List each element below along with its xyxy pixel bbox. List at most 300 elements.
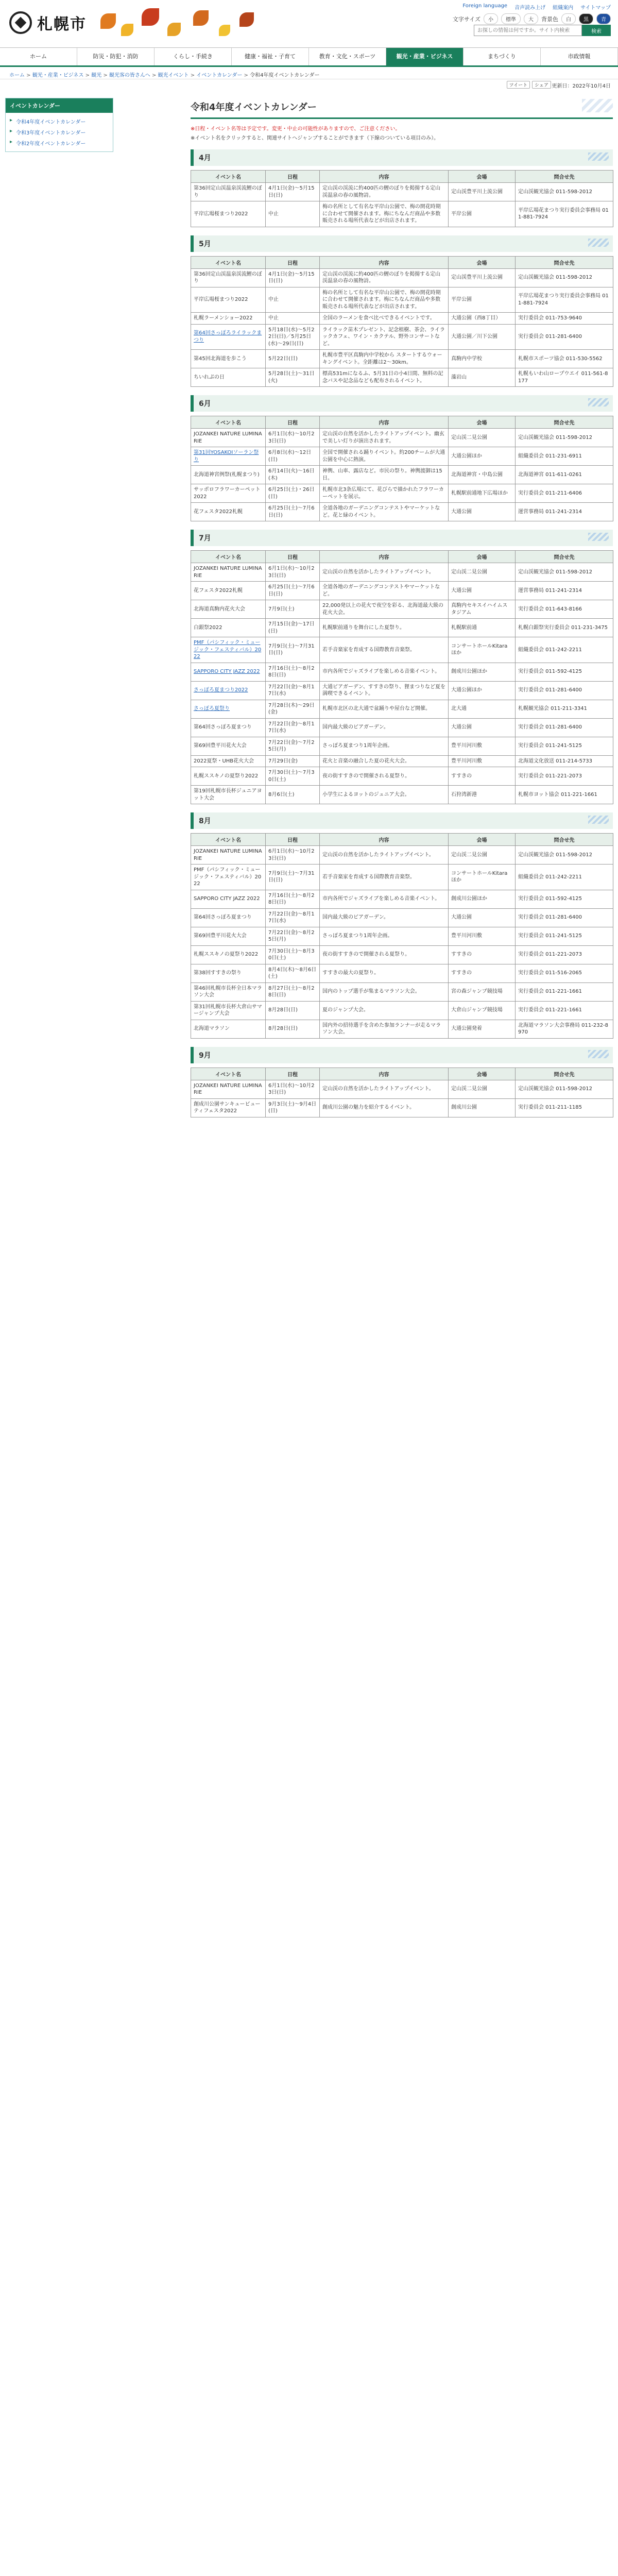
table-row bbox=[191, 287, 613, 313]
event-contact: 実行委員会 011-221-2073 bbox=[516, 945, 613, 964]
speech-link[interactable]: 音声読み上げ bbox=[514, 5, 546, 11]
event-content: 国内最大級のビアガーデン。 bbox=[320, 908, 449, 927]
gnav-item[interactable]: 健康・福祉・子育て bbox=[232, 48, 309, 65]
event-date: 7月30日(土)～7月30日(土) bbox=[266, 767, 320, 786]
column-header: 会場 bbox=[449, 1067, 516, 1080]
breadcrumb-item[interactable]: ホーム bbox=[9, 73, 25, 78]
gnav-item[interactable]: まちづくり bbox=[464, 48, 541, 65]
column-header: 問合せ先 bbox=[516, 416, 613, 429]
table-row bbox=[191, 1080, 613, 1098]
breadcrumb-item: 令和4年度イベントカレンダー bbox=[250, 73, 320, 78]
event-content: 国内最大級のビアガーデン。 bbox=[320, 718, 449, 737]
event-content: 若手音楽家を育成する国際教育音楽祭。 bbox=[320, 637, 449, 663]
event-venue: すすきの bbox=[449, 767, 516, 786]
table-row bbox=[191, 737, 613, 755]
breadcrumb-separator: > bbox=[150, 73, 158, 78]
column-header: 会場 bbox=[449, 416, 516, 429]
event-venue: 創成川公園ほか bbox=[449, 890, 516, 908]
breadcrumb bbox=[0, 67, 618, 79]
event-name-cell bbox=[191, 908, 266, 927]
event-name-cell bbox=[191, 637, 266, 663]
event-venue: 大通公園発着 bbox=[449, 1020, 516, 1038]
event-name: SAPPORO CITY JAZZ 2022 bbox=[194, 896, 260, 902]
table-row bbox=[191, 484, 613, 503]
table-header-row bbox=[191, 416, 613, 429]
event-name-cell bbox=[191, 1098, 266, 1117]
event-content: さっぽろ夏まつり1周年企画。 bbox=[320, 737, 449, 755]
event-name-cell bbox=[191, 927, 266, 945]
event-name: ちいれぷの日 bbox=[194, 374, 225, 380]
event-name: 平岸広場桜まつり2022 bbox=[194, 297, 248, 302]
event-name: 第69回豊平川花火大会 bbox=[194, 933, 247, 939]
main-content bbox=[191, 98, 613, 1117]
event-name-cell bbox=[191, 447, 266, 466]
event-content: 国内のトップ選手が集まるマラソン大会。 bbox=[320, 982, 449, 1001]
event-name: 花フェスタ2022札幌 bbox=[194, 509, 243, 515]
event-date: 7月9日(土)～7月31日(日) bbox=[266, 637, 320, 663]
event-name-cell bbox=[191, 429, 266, 447]
event-date: 7月9日(土) bbox=[266, 600, 320, 619]
table-row bbox=[191, 368, 613, 387]
event-table bbox=[191, 1067, 613, 1117]
event-date: 5月22日(日) bbox=[266, 350, 320, 368]
event-content: ライラック苗木プレゼント、記念植樹、茶会、ライラックカフェ、ワイン・カクテル、野外コンサートなど。 bbox=[320, 324, 449, 350]
facebook-share-button[interactable]: シェア bbox=[532, 81, 551, 89]
event-contact: 実行委員会 011-281-6400 bbox=[516, 324, 613, 350]
column-header: イベント名 bbox=[191, 256, 266, 268]
event-name-cell bbox=[191, 945, 266, 964]
column-header: イベント名 bbox=[191, 416, 266, 429]
foreign-language-link[interactable]: Foreign language bbox=[462, 3, 508, 9]
table-row bbox=[191, 466, 613, 484]
event-name-cell bbox=[191, 1080, 266, 1098]
sidebar-item[interactable]: ▸ 令和2年度イベントカレンダー bbox=[10, 138, 109, 148]
event-name: 白銀祭2022 bbox=[194, 624, 222, 631]
display-tools bbox=[453, 13, 611, 24]
event-date: 6月14日(火)～16日(木) bbox=[266, 466, 320, 484]
event-name-cell bbox=[191, 324, 266, 350]
table-header-row bbox=[191, 1067, 613, 1080]
event-contact: 平岸広場花まつり実行委員会事務局 011-881-7924 bbox=[516, 201, 613, 227]
gnav-item[interactable]: 観光・産業・ビジネス bbox=[386, 48, 464, 65]
month-heading: 6月 bbox=[191, 395, 613, 412]
event-name-cell bbox=[191, 964, 266, 982]
event-name[interactable]: SAPPORO CITY JAZZ 2022 bbox=[194, 669, 260, 675]
sidebar-item[interactable]: ▸ 令和3年度イベントカレンダー bbox=[10, 127, 109, 138]
event-contact: 札幌市スポーツ協会 011-530-5562 bbox=[516, 350, 613, 368]
event-date: 7月16日(土)～8月28日(日) bbox=[266, 663, 320, 681]
table-row bbox=[191, 1098, 613, 1117]
column-header: 日程 bbox=[266, 256, 320, 268]
event-name-cell bbox=[191, 700, 266, 718]
event-name: 第64回さっぽろ夏まつり bbox=[194, 724, 252, 731]
breadcrumb-item[interactable]: イベントカレンダー bbox=[196, 73, 243, 78]
event-venue: 藻岩山 bbox=[449, 368, 516, 387]
event-contact: 定山渓観光協会 011-598-2012 bbox=[516, 563, 613, 582]
table-row bbox=[191, 865, 613, 890]
column-header: 問合せ先 bbox=[516, 1067, 613, 1080]
event-name-cell bbox=[191, 767, 266, 786]
column-header: イベント名 bbox=[191, 834, 266, 846]
table-row bbox=[191, 755, 613, 767]
column-header: 内容 bbox=[320, 171, 449, 183]
table-row bbox=[191, 201, 613, 227]
event-date: 中止 bbox=[266, 313, 320, 325]
table-row bbox=[191, 582, 613, 600]
month-heading: 9月 bbox=[191, 1047, 613, 1063]
event-contact: 運営事務局 011-241-2314 bbox=[516, 582, 613, 600]
table-row bbox=[191, 429, 613, 447]
event-venue: 真駒内セキスイハイムスタジアム bbox=[449, 600, 516, 619]
breadcrumb-separator: > bbox=[242, 73, 250, 78]
event-name-cell bbox=[191, 201, 266, 227]
event-table bbox=[191, 256, 613, 387]
event-venue: 宮の森ジャンプ競技場 bbox=[449, 982, 516, 1001]
event-name[interactable]: さっぽろ夏まつり2022 bbox=[194, 687, 248, 693]
event-content: 定山渓の渓流に約400匹の鯉のぼりを掲揚する定山渓温泉の春の風物詩。 bbox=[320, 183, 449, 201]
column-header: 日程 bbox=[266, 416, 320, 429]
event-name-cell bbox=[191, 846, 266, 865]
event-content: 定山渓の自然を活かしたライトアップイベント。 bbox=[320, 563, 449, 582]
event-date: 8月28日(日) bbox=[266, 1001, 320, 1020]
event-table bbox=[191, 550, 613, 804]
event-name: JOZANKEI NATURE LUMINARIE bbox=[194, 566, 262, 579]
event-contact: 定山渓観光協会 011-598-2012 bbox=[516, 183, 613, 201]
event-name: 第31回札幌市長杯大倉山サマージャンプ大会 bbox=[194, 1004, 262, 1016]
event-date: 7月22日(金)～8月17日(水) bbox=[266, 681, 320, 700]
event-venue: 創成川公園 bbox=[449, 1098, 516, 1117]
event-name-cell bbox=[191, 737, 266, 755]
table-header-row bbox=[191, 171, 613, 183]
global-nav bbox=[0, 47, 618, 67]
event-contact: 実行委員会 011-592-4125 bbox=[516, 890, 613, 908]
event-name: 平岸広場桜まつり2022 bbox=[194, 211, 248, 217]
organization-link[interactable]: 組織案内 bbox=[553, 5, 574, 11]
column-header: 問合せ先 bbox=[516, 171, 613, 183]
table-header-row bbox=[191, 834, 613, 846]
event-content: 定山渓の自然を活かしたライトアップイベント。 bbox=[320, 846, 449, 865]
event-content: 全国のラーメンを食べ比べできるイベントです。 bbox=[320, 313, 449, 325]
bg-black-button[interactable]: 黒 bbox=[579, 13, 593, 24]
event-venue: 大通公園ほか bbox=[449, 447, 516, 466]
column-header: イベント名 bbox=[191, 1067, 266, 1080]
column-header: 会場 bbox=[449, 551, 516, 563]
event-date: 6月1日(水)～10月23日(日) bbox=[266, 563, 320, 582]
event-name-cell bbox=[191, 582, 266, 600]
event-contact: 札幌市ヨット協会 011-221-1661 bbox=[516, 786, 613, 804]
event-name-cell bbox=[191, 890, 266, 908]
event-date: 7月22日(金)～7月25日(月) bbox=[266, 737, 320, 755]
breadcrumb-item[interactable]: 観光客の皆さんへ bbox=[109, 73, 150, 78]
event-venue: 豊平川河川敷 bbox=[449, 927, 516, 945]
event-date: 7月22日(金)～8月17日(水) bbox=[266, 718, 320, 737]
event-name: 第19回札幌市長杯ジュニアヨット大会 bbox=[194, 788, 262, 801]
font-standard-button[interactable]: 標準 bbox=[501, 13, 521, 24]
event-name: 札幌ススキノの夏祭り2022 bbox=[194, 952, 259, 958]
event-date: 7月15日(金)～17日(日) bbox=[266, 619, 320, 637]
event-content: さっぽろ夏まつり1周年企画。 bbox=[320, 927, 449, 945]
event-name-cell bbox=[191, 755, 266, 767]
event-content: 夏のジャンプ大会。 bbox=[320, 1001, 449, 1020]
column-header: 会場 bbox=[449, 256, 516, 268]
event-date: 8月4日(木)～8月6日(土) bbox=[266, 964, 320, 982]
event-venue: 豊平川河川敷 bbox=[449, 755, 516, 767]
bg-white-button[interactable]: 白 bbox=[561, 13, 576, 24]
event-contact: 平岸広場花まつり実行委員会事務局 011-881-7924 bbox=[516, 287, 613, 313]
column-header: 会場 bbox=[449, 171, 516, 183]
sidebar-heading[interactable]: イベントカレンダー bbox=[6, 98, 113, 113]
event-contact: 実行委員会 011-643-8166 bbox=[516, 600, 613, 619]
event-contact: 実行委員会 011-753-9640 bbox=[516, 313, 613, 325]
gnav-item[interactable]: くらし・手続き bbox=[154, 48, 232, 65]
event-name-cell bbox=[191, 183, 266, 201]
column-header: 内容 bbox=[320, 551, 449, 563]
event-content: 全道各地のガーデニングコンテストやマーケットなど。花と緑のイベント。 bbox=[320, 503, 449, 521]
table-row bbox=[191, 324, 613, 350]
column-header: 日程 bbox=[266, 834, 320, 846]
event-contact: 定山渓観光協会 011-598-2012 bbox=[516, 846, 613, 865]
table-row bbox=[191, 908, 613, 927]
event-date: 6月8日(水)～12日(日) bbox=[266, 447, 320, 466]
event-contact: 定山渓観光協会 011-598-2012 bbox=[516, 429, 613, 447]
event-venue: 札幌駅前通 bbox=[449, 619, 516, 637]
table-row bbox=[191, 945, 613, 964]
event-venue: 豊平川河川敷 bbox=[449, 737, 516, 755]
event-date: 7月22日(金)～8月17日(水) bbox=[266, 908, 320, 927]
event-venue: 定山渓二見公園 bbox=[449, 429, 516, 447]
event-content: 定山渓の渓流に約400匹の鯉のぼりを掲揚する定山渓温泉の春の風物詩。 bbox=[320, 268, 449, 287]
sidebar-item[interactable]: ▸ 令和4年度イベントカレンダー bbox=[10, 116, 109, 127]
event-contact: 組織委員会 011-242-2211 bbox=[516, 865, 613, 890]
event-date: 6月25日(土)～7月6日(日) bbox=[266, 582, 320, 600]
table-row bbox=[191, 637, 613, 663]
site-logo[interactable] bbox=[9, 11, 87, 34]
site-header bbox=[0, 0, 618, 47]
search-input[interactable] bbox=[474, 25, 582, 36]
gnav-item[interactable]: 市政情報 bbox=[541, 48, 618, 65]
breadcrumb-item[interactable]: 観光イベント bbox=[158, 73, 189, 78]
event-contact: 実行委員会 011-281-6400 bbox=[516, 908, 613, 927]
column-header: 問合せ先 bbox=[516, 551, 613, 563]
table-row bbox=[191, 846, 613, 865]
event-name: 第64回さっぽろ夏まつり bbox=[194, 914, 252, 921]
event-contact: 札幌観光協会 011-211-3341 bbox=[516, 700, 613, 718]
font-size-label: 文字サイズ bbox=[452, 15, 480, 23]
event-date: 9月3日(土)～9月4日(日) bbox=[266, 1098, 320, 1117]
event-contact: 実行委員会 011-221-1661 bbox=[516, 1001, 613, 1020]
event-venue: 大通公園 bbox=[449, 908, 516, 927]
event-venue: 大倉山ジャンプ競技場 bbox=[449, 1001, 516, 1020]
column-header: 会場 bbox=[449, 834, 516, 846]
column-header: イベント名 bbox=[191, 171, 266, 183]
event-contact: 運営事務局 011-241-2314 bbox=[516, 503, 613, 521]
table-row bbox=[191, 183, 613, 201]
event-name-cell bbox=[191, 368, 266, 387]
event-name: JOZANKEI NATURE LUMINARIE bbox=[194, 431, 262, 444]
event-date: 中止 bbox=[266, 201, 320, 227]
font-small-button[interactable]: 小 bbox=[484, 13, 498, 24]
event-content: 夜の街すすきので開催される夏祭り。 bbox=[320, 945, 449, 964]
table-row bbox=[191, 786, 613, 804]
event-venue: 札幌駅前通地下広場ほか bbox=[449, 484, 516, 503]
event-name: 第45回北海道を歩こう bbox=[194, 355, 247, 362]
event-content: 市内各所でジャズライブを楽しめる音楽イベント。 bbox=[320, 663, 449, 681]
table-row bbox=[191, 663, 613, 681]
sapporo-emblem-icon bbox=[9, 11, 32, 34]
event-venue: 定山渓豊平川上流公園 bbox=[449, 268, 516, 287]
event-contact: 実行委員会 011-211-1185 bbox=[516, 1098, 613, 1117]
table-row bbox=[191, 503, 613, 521]
event-name[interactable]: 第31回YOSAKOIソーラン祭り bbox=[194, 450, 259, 463]
event-contact: 札幌もいわ山ロープウエイ 011-561-8177 bbox=[516, 368, 613, 387]
table-row bbox=[191, 1020, 613, 1038]
event-date: 7月22日(金)～8月25日(月) bbox=[266, 927, 320, 945]
table-row bbox=[191, 1001, 613, 1020]
event-date: 7月30日(土)～8月30日(土) bbox=[266, 945, 320, 964]
event-content: 標高531mになるふ、5月31日の小4日間、無料の記念バスや記念品なども配布されるイベント。 bbox=[320, 368, 449, 387]
font-large-button[interactable]: 大 bbox=[524, 13, 538, 24]
event-content: 札幌駅前通りを舞台にした夏祭り。 bbox=[320, 619, 449, 637]
event-table bbox=[191, 170, 613, 227]
event-name: JOZANKEI NATURE LUMINARIE bbox=[194, 849, 262, 861]
event-name-cell bbox=[191, 619, 266, 637]
event-content: 市内各所でジャズライブを楽しめる音楽イベント。 bbox=[320, 890, 449, 908]
event-date: 7月28日(木)～29日(金) bbox=[266, 700, 320, 718]
breadcrumb-separator: > bbox=[83, 73, 92, 78]
event-content: 22,000発以上の花火で夜空を彩る、北海道最大級の花火大会。 bbox=[320, 600, 449, 619]
event-contact: 実行委員会 011-221-2073 bbox=[516, 767, 613, 786]
breadcrumb-item[interactable]: 観光 bbox=[91, 73, 102, 78]
event-content: 国内外の招待選手を含めた参加ランナーが走るマラソン大会。 bbox=[320, 1020, 449, 1038]
event-table bbox=[191, 833, 613, 1039]
gnav-item[interactable]: 防災・防犯・消防 bbox=[77, 48, 154, 65]
sitemap-link[interactable]: サイトマップ bbox=[580, 5, 611, 11]
event-content: 全国で開催される踊りイベント。約200チームが大通公園を中心に熱演。 bbox=[320, 447, 449, 466]
event-table bbox=[191, 416, 613, 521]
event-name-cell bbox=[191, 268, 266, 287]
notes bbox=[191, 124, 613, 141]
event-date: 7月16日(土)～8月28日(日) bbox=[266, 890, 320, 908]
event-content: 小学生によるヨットのジュニア大会。 bbox=[320, 786, 449, 804]
event-venue: 定山渓二見公園 bbox=[449, 563, 516, 582]
gnav-item[interactable]: ホーム bbox=[0, 48, 77, 65]
event-date: 8月28日(日) bbox=[266, 1020, 320, 1038]
event-venue: コンサートホールKitaraほか bbox=[449, 637, 516, 663]
event-name: 第38回すすきの祭り bbox=[194, 970, 242, 976]
table-row bbox=[191, 681, 613, 700]
event-name-cell bbox=[191, 466, 266, 484]
event-content: 創成川公園の魅力を紹介するイベント。 bbox=[320, 1098, 449, 1117]
month-heading: 5月 bbox=[191, 235, 613, 252]
table-row bbox=[191, 700, 613, 718]
event-contact: 実行委員会 011-211-6406 bbox=[516, 484, 613, 503]
event-venue: 北大通 bbox=[449, 700, 516, 718]
column-header: 日程 bbox=[266, 551, 320, 563]
bg-color-label: 背景色 bbox=[541, 15, 558, 23]
utility-links bbox=[462, 3, 611, 11]
event-venue: 大通公園 bbox=[449, 718, 516, 737]
event-name: 花フェスタ2022札幌 bbox=[194, 587, 243, 594]
event-name-cell bbox=[191, 600, 266, 619]
event-name: 第36回定山渓温泉渓流鯉のぼり bbox=[194, 185, 262, 198]
table-row bbox=[191, 982, 613, 1001]
event-venue: すすきの bbox=[449, 945, 516, 964]
note-text: ※イベント名をクリックすると、関連サイトへジャンプすることができます（下線のついている項目のみ）。 bbox=[191, 135, 439, 141]
event-name-cell bbox=[191, 681, 266, 700]
event-name-cell bbox=[191, 865, 266, 890]
table-header-row bbox=[191, 551, 613, 563]
tweet-button[interactable]: ツイート bbox=[507, 81, 530, 89]
bg-blue-button[interactable]: 青 bbox=[596, 13, 611, 24]
table-row bbox=[191, 718, 613, 737]
table-row bbox=[191, 890, 613, 908]
event-content: 大通ビアガーデン、すすきの祭り、狸まつりなど夏を満喫できるイベント。 bbox=[320, 681, 449, 700]
table-row bbox=[191, 927, 613, 945]
event-content: 梅の名所として有名な平岸山公園で、梅の開花時期に合わせて開催されます。梅にちなんだ商品や多数販売される場所代表などが出店されます。 bbox=[320, 201, 449, 227]
event-content: 花火と音楽の融合した夏の花火大会。 bbox=[320, 755, 449, 767]
breadcrumb-separator: > bbox=[188, 73, 197, 78]
column-header: 内容 bbox=[320, 1067, 449, 1080]
event-date: 6月25日(土)・26日(日) bbox=[266, 484, 320, 503]
event-name: 北海道神宮例祭(札幌まつり) bbox=[194, 471, 260, 478]
event-venue: 大通公園（西8丁目） bbox=[449, 313, 516, 325]
month-sections bbox=[191, 149, 613, 1117]
event-date: 8月27日(土)～8月28日(日) bbox=[266, 982, 320, 1001]
event-contact: 実行委員会 011-241-5125 bbox=[516, 927, 613, 945]
event-name-cell bbox=[191, 484, 266, 503]
breadcrumb-item[interactable]: 観光・産業・ビジネス bbox=[32, 73, 84, 78]
event-name: PMF（パシフィック・ミュージック・フェスティバル）2022 bbox=[194, 867, 262, 887]
site-search bbox=[474, 25, 611, 36]
event-name[interactable]: 第64回さっぽろライラックまつり bbox=[194, 330, 262, 343]
event-name-cell bbox=[191, 563, 266, 582]
event-date: 4月1日(金)～5月15日(日) bbox=[266, 183, 320, 201]
event-date: 7月29日(金) bbox=[266, 755, 320, 767]
event-venue: 大通公園 bbox=[449, 582, 516, 600]
event-venue: 創成川公園ほか bbox=[449, 663, 516, 681]
event-name-cell bbox=[191, 718, 266, 737]
event-name: 北海道マラソン bbox=[194, 1026, 230, 1032]
table-row bbox=[191, 268, 613, 287]
event-venue: 平岸公園 bbox=[449, 287, 516, 313]
gnav-item[interactable]: 教育・文化・スポーツ bbox=[309, 48, 386, 65]
table-row bbox=[191, 964, 613, 982]
search-button[interactable]: 検索 bbox=[582, 25, 611, 36]
column-header: イベント名 bbox=[191, 551, 266, 563]
event-venue: 平岸公園 bbox=[449, 201, 516, 227]
event-contact: 北海道文化放送 011-214-5733 bbox=[516, 755, 613, 767]
event-name-cell bbox=[191, 1001, 266, 1020]
event-name[interactable]: PMF（パシフィック・ミュージック・フェスティバル）2022 bbox=[194, 640, 262, 659]
table-row bbox=[191, 767, 613, 786]
event-venue: 大通公園 bbox=[449, 503, 516, 521]
event-venue: 石狩湾新港 bbox=[449, 786, 516, 804]
event-contact: 札幌白銀祭実行委員会 011-231-3475 bbox=[516, 619, 613, 637]
event-name: 札幌ラーメンショー2022 bbox=[194, 315, 253, 321]
event-name: 2022夏祭・UHB花火大会 bbox=[194, 758, 254, 764]
event-name-cell bbox=[191, 786, 266, 804]
event-name[interactable]: さっぽろ夏祭り bbox=[194, 706, 230, 712]
event-name-cell bbox=[191, 503, 266, 521]
table-row bbox=[191, 350, 613, 368]
column-header: 内容 bbox=[320, 256, 449, 268]
table-row bbox=[191, 600, 613, 619]
event-venue: 大通公園／川下公園 bbox=[449, 324, 516, 350]
share-buttons bbox=[507, 81, 551, 89]
updated-date: 更新日：2022年10月4日 bbox=[552, 83, 611, 89]
event-name: 第69回豊平川花火大会 bbox=[194, 743, 247, 749]
event-content: すすきの最大の夏祭り。 bbox=[320, 964, 449, 982]
